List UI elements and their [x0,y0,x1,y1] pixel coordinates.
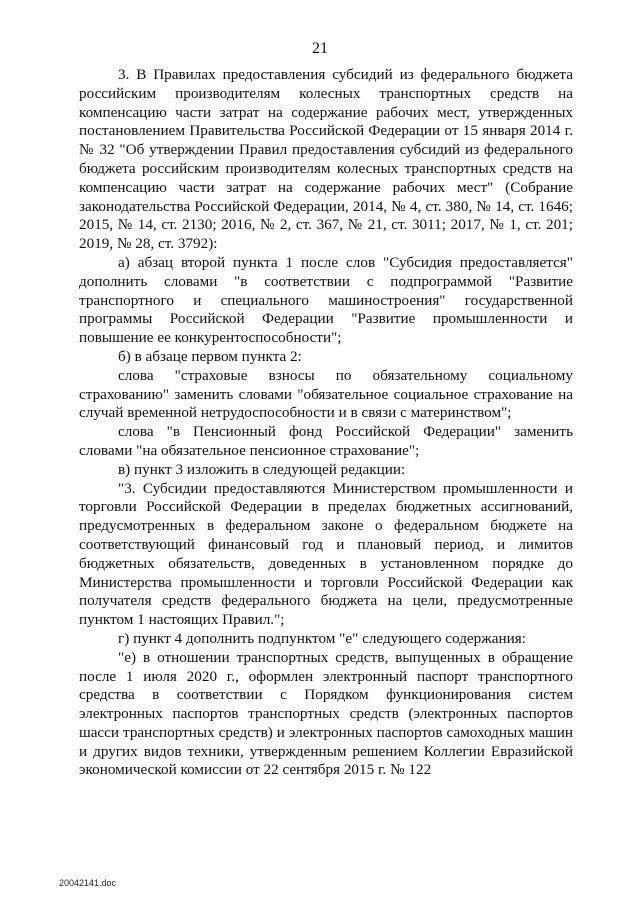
paragraph-replace-insurance: слова "страховые взносы по обязательному социальному страхованию" заменить словами "обязательное социальное страхование на случай временной нетрудоспособности и в связи с материнством"; [79,366,573,422]
paragraph-subitem-g: г) пункт 4 дополнить подпунктом "е" следующего содержания: [118,629,526,647]
paragraph-replace-pension: слова "в Пенсионный фонд Российской Федерации" заменить словами "на обязательное пенсионное страхование"; [79,423,573,459]
paragraph-subitem-a: а) абзац второй пункта 1 после слов "Субсидия предоставляется" дополнить словами "в соответствии с подпрограммой "Развитие транспортного и специального машиностроения" государственной программы Российской Федерации "Развитие промышленности и повышение ее конкурентоспособности"; [79,253,573,347]
paragraph-item-3: 3. В Правилах предоставления субсидий из федерального бюджета российским производителям колесных транспортных средств на компенсацию части затрат на содержание рабочих мест, утвержденных постановлением Правительства Российской Федерации от 15 января 2014 г. № 32 "Об утверждении Правил предоставления субсидий из федерального бюджета российским производителям колесных транспортных средств на компенсацию части затрат на содержание рабочих мест" (Собрание законодательства Российской Федерации, 2014, № 4, ст. 380, № 14, ст. 1646; 2015, № 14, ст. 2130; 2016, № 2, ст. 367, № 21, ст. 3011; 2017, № 1, ст. 201; 2019, № 28, ст. 3792): [79,66,573,253]
paragraph-subitem-b: б) в абзаце первом пункта 2: [118,347,302,365]
document-file-reference: 20042141.doc [59,878,117,888]
document-body [79,66,573,780]
page-number: 21 [312,40,328,57]
paragraph-subitem-v: в) пункт 3 изложить в следующей редакции: [118,460,406,478]
paragraph-subpoint-e-text: "е) в отношении транспортных средств, выпущенных в обращение после 1 июля 2020 г., оформлен электронный паспорт транспортного средства в соответствии с Порядком функционирования систем электронных паспортов транспортных средств (электронных паспортов шасси транспортных средств) и электронных паспортов самоходных машин и других видов техники, утвержденным решением Коллегии Евразийской экономической комиссии от 22 сентября 2015 г. № 122 [79,648,573,779]
paragraph-point-3-text: "3. Субсидии предоставляются Министерством промышленности и торговли Российской Федерации в пределах бюджетных ассигнований, предусмотренных в федеральном законе о федеральном бюджете на соответствующий финансовый год и плановый период, и лимитов бюджетных обязательств, доведенных в установленном порядке до Министерства промышленности и торговли Российской Федерации как получателя средств федерального бюджета на цели, предусмотренные пунктом 1 настоящих Правил."; [79,479,573,629]
